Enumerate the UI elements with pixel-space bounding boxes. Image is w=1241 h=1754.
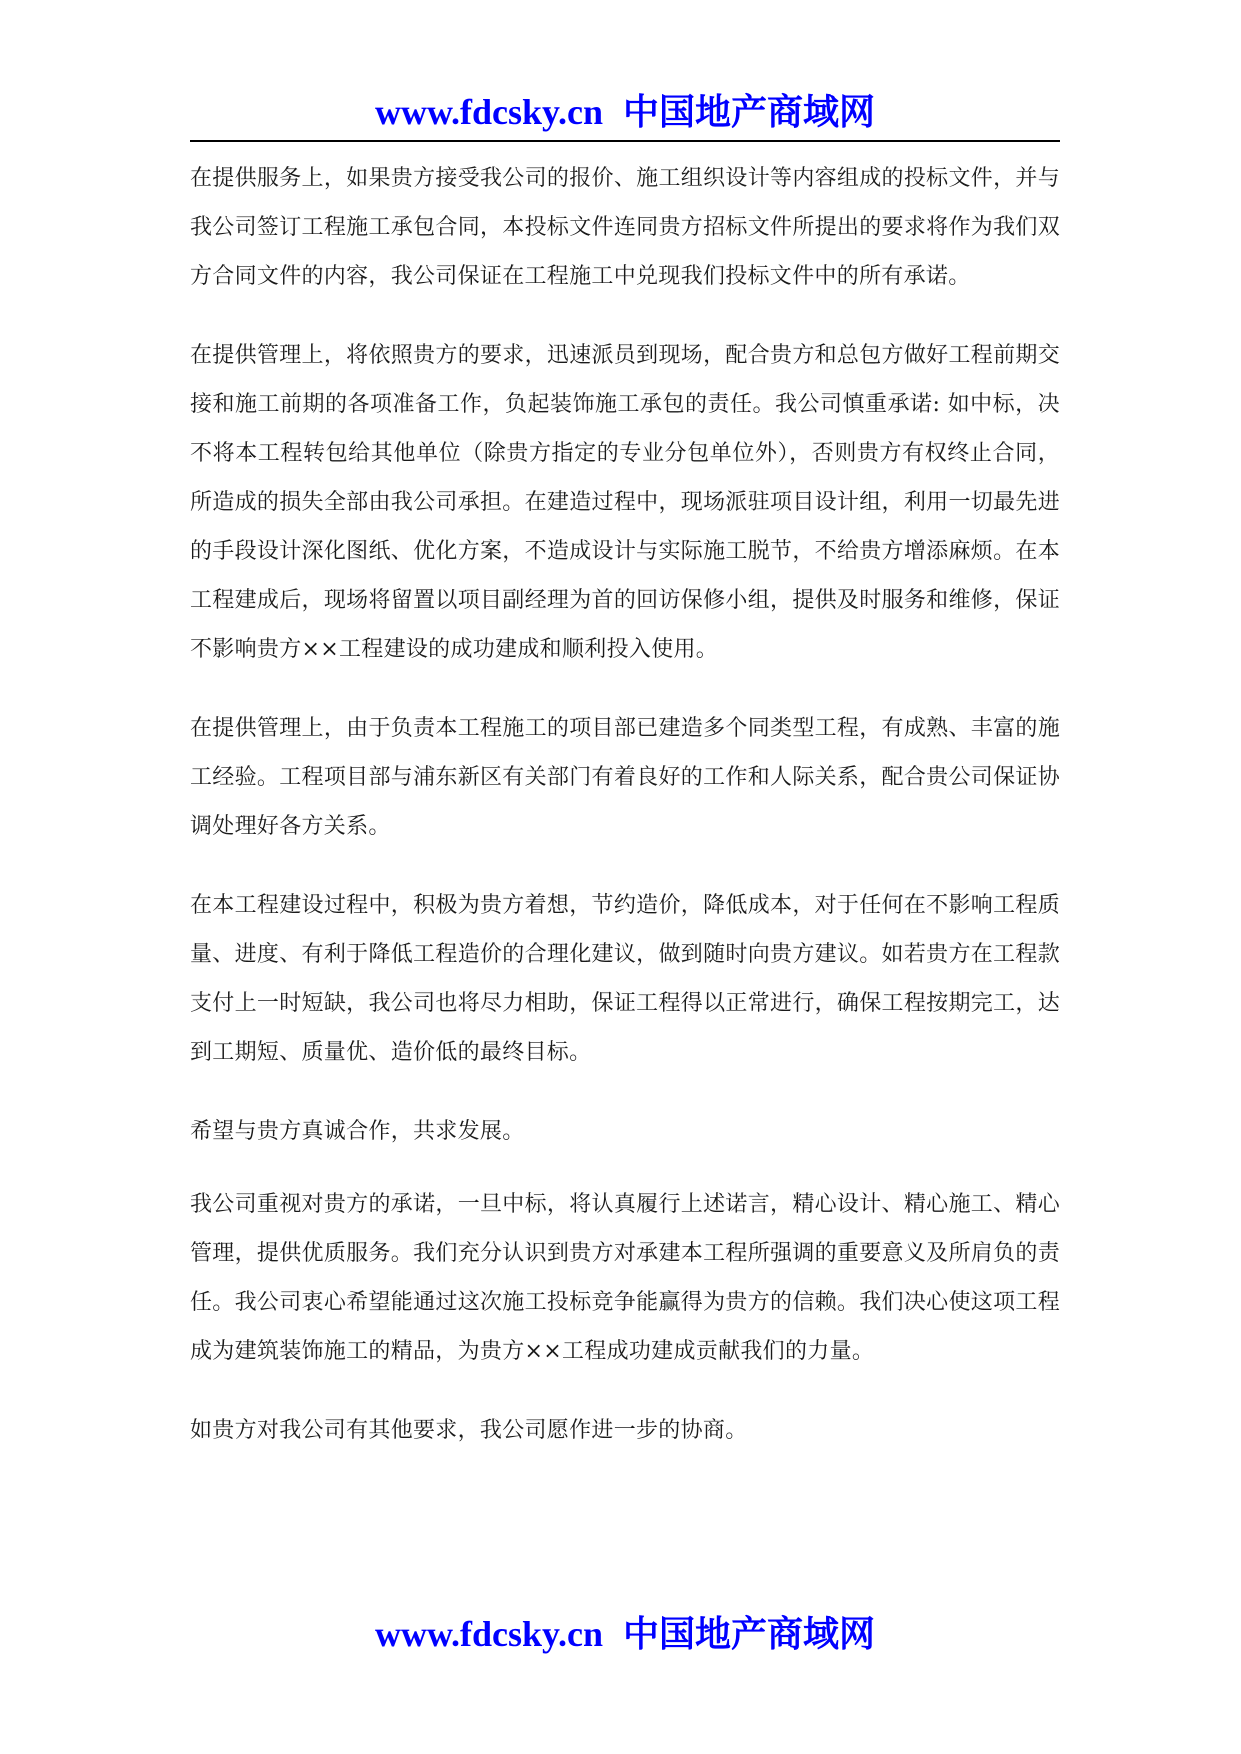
paragraph-cost-saving: 在本工程建设过程中，积极为贵方着想，节约造价，降低成本，对于任何在不影响工程质量、进度、有利于降低工程造价的合理化建议，做到随时向贵方建议。如若贵方在工程款支付上一时短缺，我公司也将尽力相助，保证工程得以正常进行，确保工程按期完工，达到工期短、质量优、造价低的最终目标。 — [190, 893, 1060, 1065]
paragraph-service: 在提供服务上，如果贵方接受我公司的报价、施工组织设计等内容组成的投标文件，并与我公司签订工程施工承包合同，本投标文件连同贵方招标文件所提出的要求将作为我们双方合同文件的内容，我公司保证在工程施工中兑现我们投标文件中的所有承诺。 — [190, 166, 1060, 289]
footer-site-name: 中国地产商域网 — [623, 1613, 876, 1655]
page-footer — [190, 1610, 1060, 1658]
document-body — [190, 154, 1060, 1479]
paragraph-negotiation: 如贵方对我公司有其他要求，我公司愿作进一步的协商。 — [190, 1418, 748, 1443]
paragraph-management: 在提供管理上，将依照贵方的要求，迅速派员到现场，配合贵方和总包方做好工程前期交接和施工前期的各项准备工作，负起装饰施工承包的责任。我公司慎重承诺: 如中标，决不将本工程转包给其他单位（除贵方指定的专业分包单位外），否则贵方有权终止合同，所造成的损失全部由我公司承担。在建造过程中，现场派驻项目设计组，利用一切最先进的手段设计深化图纸、优化方案，不造成设计与实际施工脱节，不给贵方增添麻烦。在本工程建成后，现场将留置以项目副经理为首的回访保修小组，提供及时服务和维修，保证不影响贵方××工程建设的成功建成和顺利投入使用。 — [190, 343, 1060, 662]
header-site-url[interactable]: www.fdcsky.cn — [374, 92, 604, 132]
header-brand — [375, 88, 875, 136]
footer-brand — [375, 1610, 875, 1658]
paragraph-experience: 在提供管理上，由于负责本工程施工的项目部已建造多个同类型工程，有成熟、丰富的施工经验。工程项目部与浦东新区有关部门有着良好的工作和人际关系，配合贵公司保证协调处理好各方关系。 — [190, 716, 1060, 839]
paragraph-cooperation: 希望与贵方真诚合作，共求发展。 — [190, 1119, 525, 1144]
header-site-name: 中国地产商域网 — [623, 91, 876, 133]
paragraph-commitment: 我公司重视对贵方的承诺，一旦中标，将认真履行上述诺言，精心设计、精心施工、精心管理，提供优质服务。我们充分认识到贵方对承建本工程所强调的重要意义及所肩负的责任。我公司衷心希望能通过这次施工投标竞争能赢得为贵方的信赖。我们决心使这项工程成为建筑装饰施工的精品，为贵方××工程成功建成贡献我们的力量。 — [190, 1192, 1060, 1364]
page-header — [190, 88, 1060, 142]
footer-site-url[interactable]: www.fdcsky.cn — [374, 1614, 604, 1654]
